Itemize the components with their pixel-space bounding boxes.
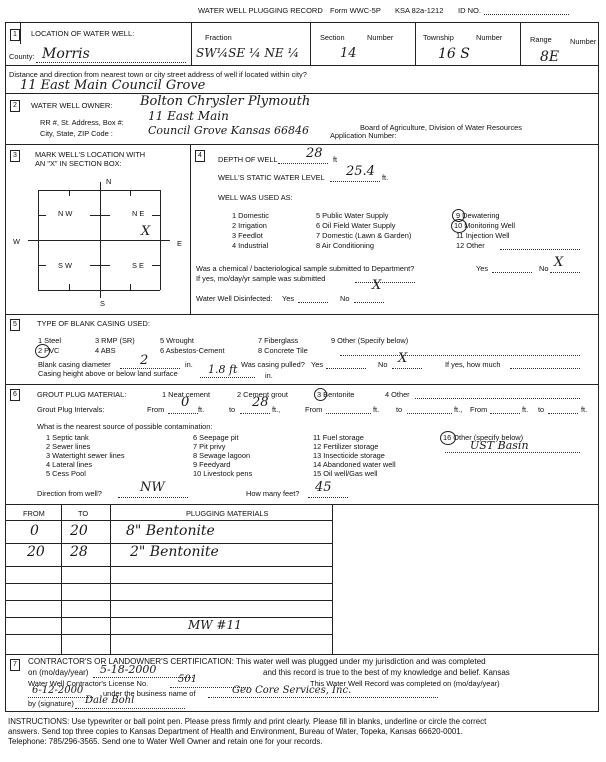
use-air-conditioning[interactable]: 8 Air Conditioning bbox=[316, 241, 374, 250]
location-x-mark: X bbox=[141, 224, 151, 239]
section-label: Section bbox=[320, 33, 345, 42]
completed-on-value[interactable]: 5-18-2000 bbox=[100, 663, 157, 676]
chem-no-mark: X bbox=[554, 255, 564, 270]
se-quadrant-label: S E bbox=[132, 261, 144, 270]
casing-height-label: Casing height above or below land surface bbox=[38, 369, 178, 378]
how-many-feet-value[interactable]: 45 bbox=[315, 480, 332, 495]
sample-date-label: If yes, mo/day/yr sample was submitted bbox=[196, 274, 326, 283]
interval-2-to-unit: ft., bbox=[454, 405, 463, 414]
section-3-number: 3 bbox=[10, 150, 20, 162]
pvc-circle bbox=[35, 344, 50, 358]
record-completed-value[interactable]: 6-12-2000 bbox=[32, 685, 84, 696]
fraction-label: Fraction bbox=[205, 33, 232, 42]
section-7-number: 7 bbox=[10, 659, 20, 671]
distance-value[interactable]: 11 East Main Council Grove bbox=[20, 78, 206, 93]
interval-1-to-unit: ft., bbox=[272, 405, 281, 414]
business-name-label: under the business name of bbox=[103, 689, 196, 698]
dewatering-circle bbox=[452, 209, 465, 222]
static-level-value[interactable]: 25.4 bbox=[346, 164, 375, 179]
interval-3-to-label: to bbox=[538, 405, 545, 414]
contam-livestock[interactable]: 10 Livestock pens bbox=[193, 469, 253, 478]
interval-1-to-label: to bbox=[229, 405, 236, 414]
township-label: Township bbox=[423, 33, 454, 42]
contam-septic[interactable]: 1 Septic tank bbox=[46, 433, 89, 442]
use-domestic[interactable]: 1 Domestic bbox=[232, 211, 269, 220]
business-name-value[interactable]: Geo Core Services, Inc. bbox=[232, 685, 352, 696]
rr-address-value[interactable]: 11 East Main bbox=[148, 109, 229, 123]
section-2-number: 2 bbox=[10, 100, 20, 112]
direction-label: Direction from well? bbox=[37, 489, 102, 498]
contam-watertight[interactable]: 3 Watertight sewer lines bbox=[46, 451, 125, 460]
casing-diameter-unit: in. bbox=[185, 360, 193, 369]
disinfected-yes[interactable]: Yes bbox=[282, 294, 295, 303]
depth-value[interactable]: 28 bbox=[306, 146, 323, 161]
sample-date-mark: X bbox=[372, 278, 382, 293]
disinfected-label: Water Well Disinfected: bbox=[196, 294, 273, 303]
use-dewatering[interactable]: 9 Dewatering bbox=[456, 211, 500, 220]
casing-pulled-no[interactable]: No bbox=[378, 360, 388, 369]
city-value[interactable]: Council Grove Kansas 66846 bbox=[148, 124, 309, 137]
section-value[interactable]: 14 bbox=[340, 46, 357, 61]
section-4-number: 4 bbox=[195, 150, 205, 162]
record-completed-label: This Water Well Record was completed on (mo/day/year) bbox=[310, 679, 500, 688]
table-note: MW #11 bbox=[188, 618, 242, 632]
row-1-from[interactable]: 0 bbox=[30, 523, 39, 539]
instructions-line-2: answers. Send top three copies to Kansas Department of Health and Environment, Bureau of Water, Topeka, Kansas 66620-0001. bbox=[8, 727, 463, 736]
grout-neat-cement[interactable]: 1 Neat cement bbox=[162, 390, 211, 399]
owner-label: WATER WELL OWNER: bbox=[31, 101, 113, 110]
range-value[interactable]: 8E bbox=[540, 49, 560, 65]
row-2-to[interactable]: 28 bbox=[70, 544, 88, 560]
mark-location-label-1: MARK WELL'S LOCATION WITH bbox=[35, 150, 146, 159]
contam-insecticide[interactable]: 13 Insecticide storage bbox=[313, 451, 385, 460]
interval-2-from-label: From bbox=[305, 405, 323, 414]
casing-asbestos[interactable]: 6 Asbestos-Cement bbox=[160, 346, 225, 355]
use-industrial[interactable]: 4 Industrial bbox=[232, 241, 269, 250]
contam-fertilizer[interactable]: 12 Fertilizer storage bbox=[313, 442, 379, 451]
township-value[interactable]: 16 S bbox=[438, 46, 470, 62]
ne-quadrant-label: N E bbox=[132, 209, 145, 218]
contamination-label: What is the nearest source of possible contamination: bbox=[37, 422, 213, 431]
signature-label: by (signature) bbox=[28, 699, 74, 708]
other-circle bbox=[440, 431, 456, 445]
chem-yes[interactable]: Yes bbox=[476, 264, 489, 273]
chem-sample-label: Was a chemical / bacteriological sample submitted to Department? bbox=[196, 264, 415, 273]
contam-oil-gas[interactable]: 15 Oil well/Gas well bbox=[313, 469, 378, 478]
use-lawn-garden[interactable]: 7 Domestic (Lawn & Garden) bbox=[316, 231, 412, 240]
casing-pulled-label: Was casing pulled? bbox=[241, 360, 305, 369]
static-level-label: WELL'S STATIC WATER LEVEL bbox=[218, 173, 325, 182]
casing-diameter-value[interactable]: 2 bbox=[140, 353, 149, 368]
license-label: Water Well Contractor's License No. bbox=[28, 679, 149, 688]
contam-fuel[interactable]: 11 Fuel storage bbox=[313, 433, 364, 442]
row-1-material[interactable]: 8" Bentonite bbox=[126, 523, 215, 539]
board-text: Board of Agriculture, Division of Water Resources bbox=[360, 123, 522, 132]
casing-pvc[interactable]: 2 PVC bbox=[38, 346, 60, 355]
form-title: WATER WELL PLUGGING RECORD bbox=[198, 6, 323, 15]
casing-steel[interactable]: 1 Steel bbox=[38, 336, 62, 345]
rr-address-label: RR #, St. Address, Box #: bbox=[40, 118, 124, 127]
sw-quadrant-label: S W bbox=[58, 261, 72, 270]
completed-on-label: on (mo/day/year) bbox=[28, 668, 89, 677]
grout-cement[interactable]: 2 Cement grout bbox=[237, 390, 288, 399]
grout-other[interactable]: 4 Other bbox=[385, 390, 410, 399]
instructions-line-3: Telephone: 785/296-3565. Send one to Water Well Owner and retain one for your records. bbox=[8, 737, 323, 746]
contam-other[interactable]: 16 Other (specify below) bbox=[443, 433, 524, 442]
certification-line-2: and this record is true to the best of my knowledge and belief. Kansas bbox=[263, 668, 510, 677]
section-1-label: LOCATION OF WATER WELL: bbox=[31, 29, 135, 38]
south-label: S bbox=[100, 299, 105, 308]
depth-unit: ft bbox=[333, 155, 338, 164]
how-many-feet-label: How many feet? bbox=[246, 489, 300, 498]
casing-pulled-mark: X bbox=[398, 351, 408, 366]
contam-other-value[interactable]: UST Basin bbox=[470, 439, 529, 452]
range-label: Range bbox=[530, 35, 552, 44]
casing-diameter-label: Blank casing diameter bbox=[38, 360, 111, 369]
depth-label: DEPTH OF WELL bbox=[218, 155, 278, 164]
casing-abs[interactable]: 4 ABS bbox=[95, 346, 116, 355]
casing-type-label: TYPE OF BLANK CASING USED: bbox=[37, 319, 150, 328]
range-number-label: Number bbox=[570, 37, 597, 46]
row-2-material[interactable]: 2" Bentonite bbox=[130, 544, 219, 560]
interval-1-from-value[interactable]: 0 bbox=[181, 395, 190, 410]
casing-height-value[interactable]: 1.8 ft bbox=[208, 363, 238, 376]
contam-cess-pool[interactable]: 5 Cess Pool bbox=[46, 469, 86, 478]
casing-other[interactable]: 9 Other (Specify below) bbox=[331, 336, 409, 345]
row-1-to[interactable]: 20 bbox=[70, 523, 88, 539]
id-number-field[interactable] bbox=[484, 14, 569, 15]
use-feedlot[interactable]: 3 Feedlot bbox=[232, 231, 263, 240]
interval-1-from-unit: ft. bbox=[198, 405, 205, 414]
west-label: W bbox=[13, 237, 20, 246]
ksa-reference: KSA 82a-1212 bbox=[395, 6, 444, 15]
contam-sewer[interactable]: 2 Sewer lines bbox=[46, 442, 91, 451]
section-1-number: 1 bbox=[10, 29, 20, 41]
certification-line-1: CONTRACTOR'S OR LANDOWNER'S CERTIFICATION: This water well was plugged under my jurisdiction and was completed bbox=[28, 657, 486, 666]
grout-intervals-label: Grout Plug Intervals: bbox=[37, 405, 105, 414]
nw-quadrant-label: N W bbox=[58, 209, 73, 218]
casing-rmp[interactable]: 3 RMP (SR) bbox=[95, 336, 135, 345]
application-number-label: Application Number: bbox=[330, 131, 397, 140]
distance-label: Distance and direction from nearest town or city street address of well if located within city? bbox=[9, 70, 307, 79]
use-other[interactable]: 12 Other bbox=[456, 241, 485, 250]
interval-3-from-label: From bbox=[470, 405, 488, 414]
casing-fiberglass[interactable]: 7 Fiberglass bbox=[258, 336, 299, 345]
grout-bentonite[interactable]: 3 Bentonite bbox=[317, 390, 355, 399]
mark-location-label-2: AN "X" IN SECTION BOX: bbox=[35, 159, 122, 168]
interval-3-to-unit: ft. bbox=[581, 405, 588, 414]
contam-feedyard[interactable]: 9 Feedyard bbox=[193, 460, 231, 469]
section-5-number: 5 bbox=[10, 319, 20, 331]
use-oil-field[interactable]: 6 Oil Field Water Supply bbox=[316, 221, 396, 230]
interval-1-from-label: From bbox=[147, 405, 165, 414]
casing-concrete[interactable]: 8 Concrete Tile bbox=[258, 346, 308, 355]
north-label: N bbox=[106, 177, 112, 186]
table-header-to: TO bbox=[78, 509, 89, 518]
use-injection-well[interactable]: 11 Injection Well bbox=[456, 231, 510, 240]
contam-abandoned[interactable]: 14 Abandoned water well bbox=[313, 460, 396, 469]
direction-value[interactable]: NW bbox=[140, 480, 165, 495]
casing-pulled-yes[interactable]: Yes bbox=[311, 360, 324, 369]
signature-value[interactable]: Dale Bohl bbox=[85, 695, 135, 706]
city-label: City, State, ZIP Code : bbox=[40, 129, 113, 138]
interval-2-from-unit: ft. bbox=[373, 405, 380, 414]
interval-1-to-value[interactable]: 28 bbox=[252, 395, 269, 410]
form-number: Form WWC-5P bbox=[330, 6, 381, 15]
contam-lagoon[interactable]: 8 Sewage lagoon bbox=[193, 451, 251, 460]
table-header-materials: PLUGGING MATERIALS bbox=[186, 509, 269, 518]
casing-height-unit: in. bbox=[265, 371, 273, 380]
contam-pit-privy[interactable]: 7 Pit privy bbox=[193, 442, 226, 451]
use-monitoring-well[interactable]: 10 Monitoring Well bbox=[454, 221, 516, 230]
disinfected-no[interactable]: No bbox=[340, 294, 350, 303]
used-as-label: WELL WAS USED AS: bbox=[218, 193, 293, 202]
contam-lateral[interactable]: 4 Lateral lines bbox=[46, 460, 93, 469]
row-2-from[interactable]: 20 bbox=[27, 544, 45, 560]
interval-2-to-label: to bbox=[396, 405, 403, 414]
township-number-label: Number bbox=[476, 33, 503, 42]
id-number-label: ID NO. bbox=[458, 6, 481, 15]
owner-value[interactable]: Bolton Chrysler Plymouth bbox=[140, 94, 311, 109]
fraction-value[interactable]: SW¼SE ¼ NE ¼ bbox=[196, 46, 300, 60]
use-public-water[interactable]: 5 Public Water Supply bbox=[316, 211, 389, 220]
bentonite-circle bbox=[314, 388, 327, 401]
interval-3-from-unit: ft. bbox=[522, 405, 529, 414]
county-label: County: bbox=[9, 52, 35, 61]
use-irrigation[interactable]: 2 Irrigation bbox=[232, 221, 267, 230]
grout-material-label: GROUT PLUG MATERIAL: bbox=[37, 390, 127, 399]
section-number-label: Number bbox=[367, 33, 394, 42]
section-grid[interactable] bbox=[28, 190, 170, 290]
chem-no[interactable]: No bbox=[539, 264, 549, 273]
how-much-label: If yes, how much bbox=[445, 360, 501, 369]
contam-seepage[interactable]: 6 Seepage pit bbox=[193, 433, 239, 442]
county-value[interactable]: Morris bbox=[42, 46, 90, 62]
license-value[interactable]: 501 bbox=[178, 674, 198, 685]
casing-wrought[interactable]: 5 Wrought bbox=[160, 336, 194, 345]
east-label: E bbox=[177, 239, 182, 248]
section-6-number: 6 bbox=[10, 389, 20, 401]
table-header-from: FROM bbox=[23, 509, 45, 518]
instructions-line-1: INSTRUCTIONS: Use typewriter or ball point pen. Please press firmly and print clearly. Please fill in blanks, underline or circle the correct bbox=[8, 717, 487, 726]
static-level-unit: ft. bbox=[382, 173, 389, 182]
